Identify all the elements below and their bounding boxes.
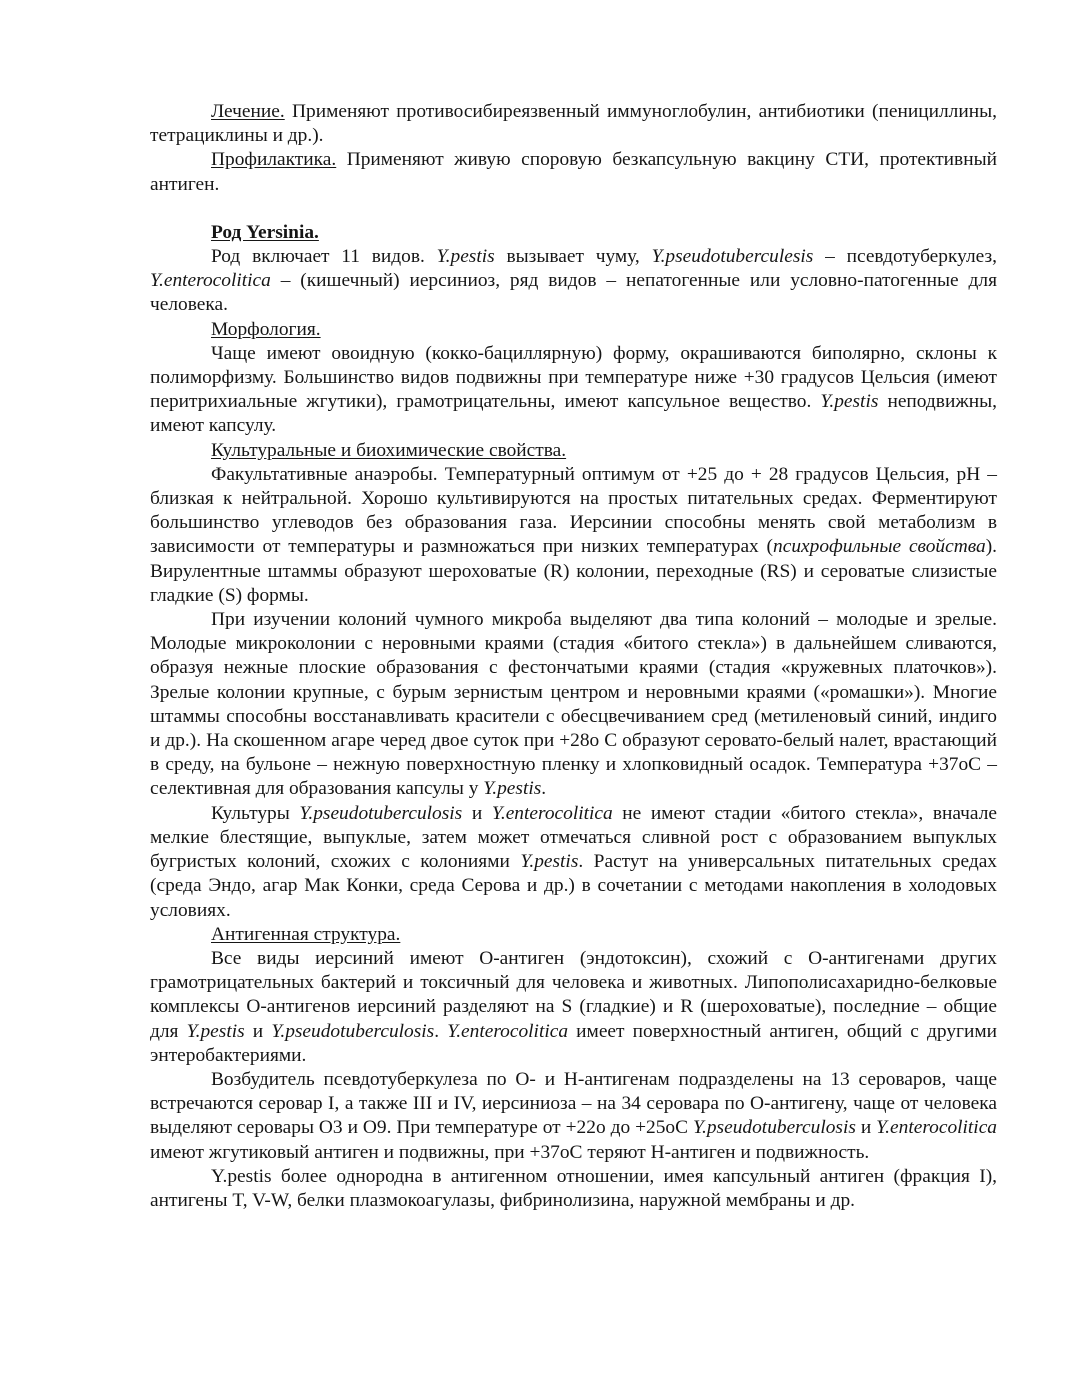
text-run: При изучении колоний чумного микроба выделяют два типа колоний – молодые и зрелые. Молодые микроколонии с неровными краями (стадия «битого стекла») в дальнейшем сливаются, образуя нежные плоские образования с фестончатыми краями (стадия «кружевных платочков»). Зрелые колонии крупные, с бурым зернистым центром и неровными краями («ромашки»). Многие штаммы способны восстанавливать красители с обесцвечиванием сред (метиленовый синий, индиго и др.). На скошенном агаре черед двое суток при +28о С образуют серовато-белый налет, врастающий в среду, на бульоне – нежную поверхностную пленку и хлопковидный осадок. Температура +37оС – селективная для образования капсулы у <box>150 609 997 800</box>
text-run: имеет поверхностный антиген, общий с другими энтеробактериями. <box>150 1020 997 1066</box>
text-run: Чаще имеют овоидную (кокко-бациллярную) форму, окрашиваются биполярно, склоны к полиморфизму. Большинство видов подвижны при температуре ниже +30 градусов Цельсия (имеют перитрихиальные жгутики), грамотрицательны, имеют капсульное вещество. <box>150 342 997 413</box>
paragraph-treatment <box>150 100 997 148</box>
species-name: Y.pestis <box>483 778 542 800</box>
treatment-text: Применяют противосибиреязвенный иммуноглобулин, антибиотики (пенициллины, тетрациклины и др.). <box>150 101 997 147</box>
text-run: Y.pestis более однородна в антигенном отношении, имея капсульный антиген (фракция I), антигены T, V-W, белки плазмокоагулазы, фибринолизина, наружной мембраны и др. <box>150 1165 997 1211</box>
genus-title: Род Yersinia. <box>211 221 319 243</box>
heading-prophylaxis: Профилактика. <box>211 149 337 171</box>
species-name: Y.pestis <box>186 1020 245 1042</box>
antigen-heading: Антигенная структура. <box>211 923 401 945</box>
species-name: Y.enterocolitica <box>447 1020 569 1042</box>
cultural-heading: Культуральные и биохимические свойства. <box>211 439 567 461</box>
species-name: Y.pseudotuberculesis <box>651 246 814 268</box>
paragraph-cult-text1 <box>150 463 997 608</box>
blank-line <box>150 197 997 221</box>
subheading-antigen-structure <box>150 923 997 947</box>
text-run: вызывает чуму, <box>494 246 652 268</box>
text-run: Все виды иерсиний имеют О-антиген (эндотоксин), схожий с О-антигенами других грамотрицательных бактерий и токсичный для человека и животных. Липополисахаридно-белковые комплексы О-антигенов иерсиний разделяют на S (гладкие) и R (шероховатые), последние – общие для <box>150 947 997 1042</box>
paragraph-prophylaxis <box>150 148 997 196</box>
text-run: Род включает 11 видов. <box>211 246 437 268</box>
species-name: Y.enterocolitica <box>150 270 271 292</box>
species-name: Y.pestis <box>520 851 579 873</box>
text-run: Культуры <box>211 802 300 824</box>
paragraph-morph-text <box>150 342 997 439</box>
species-name: Y.pseudotuberculosis <box>271 1020 435 1042</box>
text-run: имеют жгутиковый антиген и подвижны, при +37оС теряют Н-антиген и подвижность. <box>150 1141 870 1163</box>
species-name: Y.pseudotuberculosis <box>299 802 463 824</box>
text-run: Факультативные анаэробы. Температурный оптимум от +25 до + 28 градусов Цельсия, pH – близкая к нейтральной. Хорошо культивируются на простых питательных средах. Ферментируют большинство углеводов без образования газа. Иерсинии способны менять свой метаболизм в зависимости от температуры и размножаться при низких температурах ( <box>150 463 997 558</box>
text-run: и <box>244 1020 272 1042</box>
paragraph-cult-text3 <box>150 802 997 923</box>
species-name: Y.enterocolitica <box>491 802 613 824</box>
species-name: Y.pestis <box>436 246 495 268</box>
species-name: Y.pestis <box>820 391 879 413</box>
species-name: Y.enterocolitica <box>876 1117 997 1139</box>
paragraph-antigen-text3 <box>150 1165 997 1213</box>
paragraph-antigen-text2 <box>150 1068 997 1165</box>
text-run: неподвижны, имеют капсулу. <box>150 391 997 437</box>
text-run: . Растут на универсальных питательных средах (среда Эндо, агар Мак Конки, среда Серова и др.) в сочетании с методами накопления в холодовых условиях. <box>150 851 998 921</box>
text-run: и <box>855 1117 877 1139</box>
paragraph-genus-intro <box>150 245 997 318</box>
text-run: – (кишечный) иерсиниоз, ряд видов – непатогенные или условно-патогенные для человека. <box>150 270 997 316</box>
prophylaxis-text: Применяют живую споровую безкапсульную вакцину СТИ, протективный антиген. <box>150 149 997 195</box>
text-run: и <box>462 802 492 824</box>
paragraph-cult-text2 <box>150 608 997 802</box>
text-run: . <box>541 778 547 800</box>
morphology-heading: Морфология. <box>211 318 321 340</box>
text-run: Возбудитель псевдотуберкулеза по О- и Н-антигенам подразделены на 13 сероваров, чаще встречаются серовар I, а также III и IV, иерсиниоза – на 34 серовара по О-антигену, чаще от человека выделяют серовары О3 и О9. При температуре от +22о до +25оС <box>150 1068 997 1139</box>
document-page <box>150 100 997 1213</box>
subheading-morphology <box>150 318 997 342</box>
text-run: ). Вирулентные штаммы образуют шероховатые (R) колонии, переходные (RS) и сероватые слизистые гладкие (S) формы. <box>150 536 998 606</box>
heading-treatment: Лечение. <box>211 101 285 122</box>
subheading-cultural-properties <box>150 439 997 463</box>
paragraph-antigen-text1 <box>150 947 997 1068</box>
species-name: Y.pseudotuberculosis <box>693 1117 856 1139</box>
text-run: не имеют стадии «битого стекла», вначале мелкие блестящие, выпуклые, затем может отмечаться сливной рост с образованием выпуклых бугристых колоний, схожих с колониями <box>150 802 997 873</box>
species-name: психрофильные свойства <box>773 536 986 558</box>
text-run: . <box>434 1020 448 1042</box>
text-run: – псевдотуберкулез, <box>813 246 997 268</box>
section-title-yersinia <box>150 221 997 245</box>
